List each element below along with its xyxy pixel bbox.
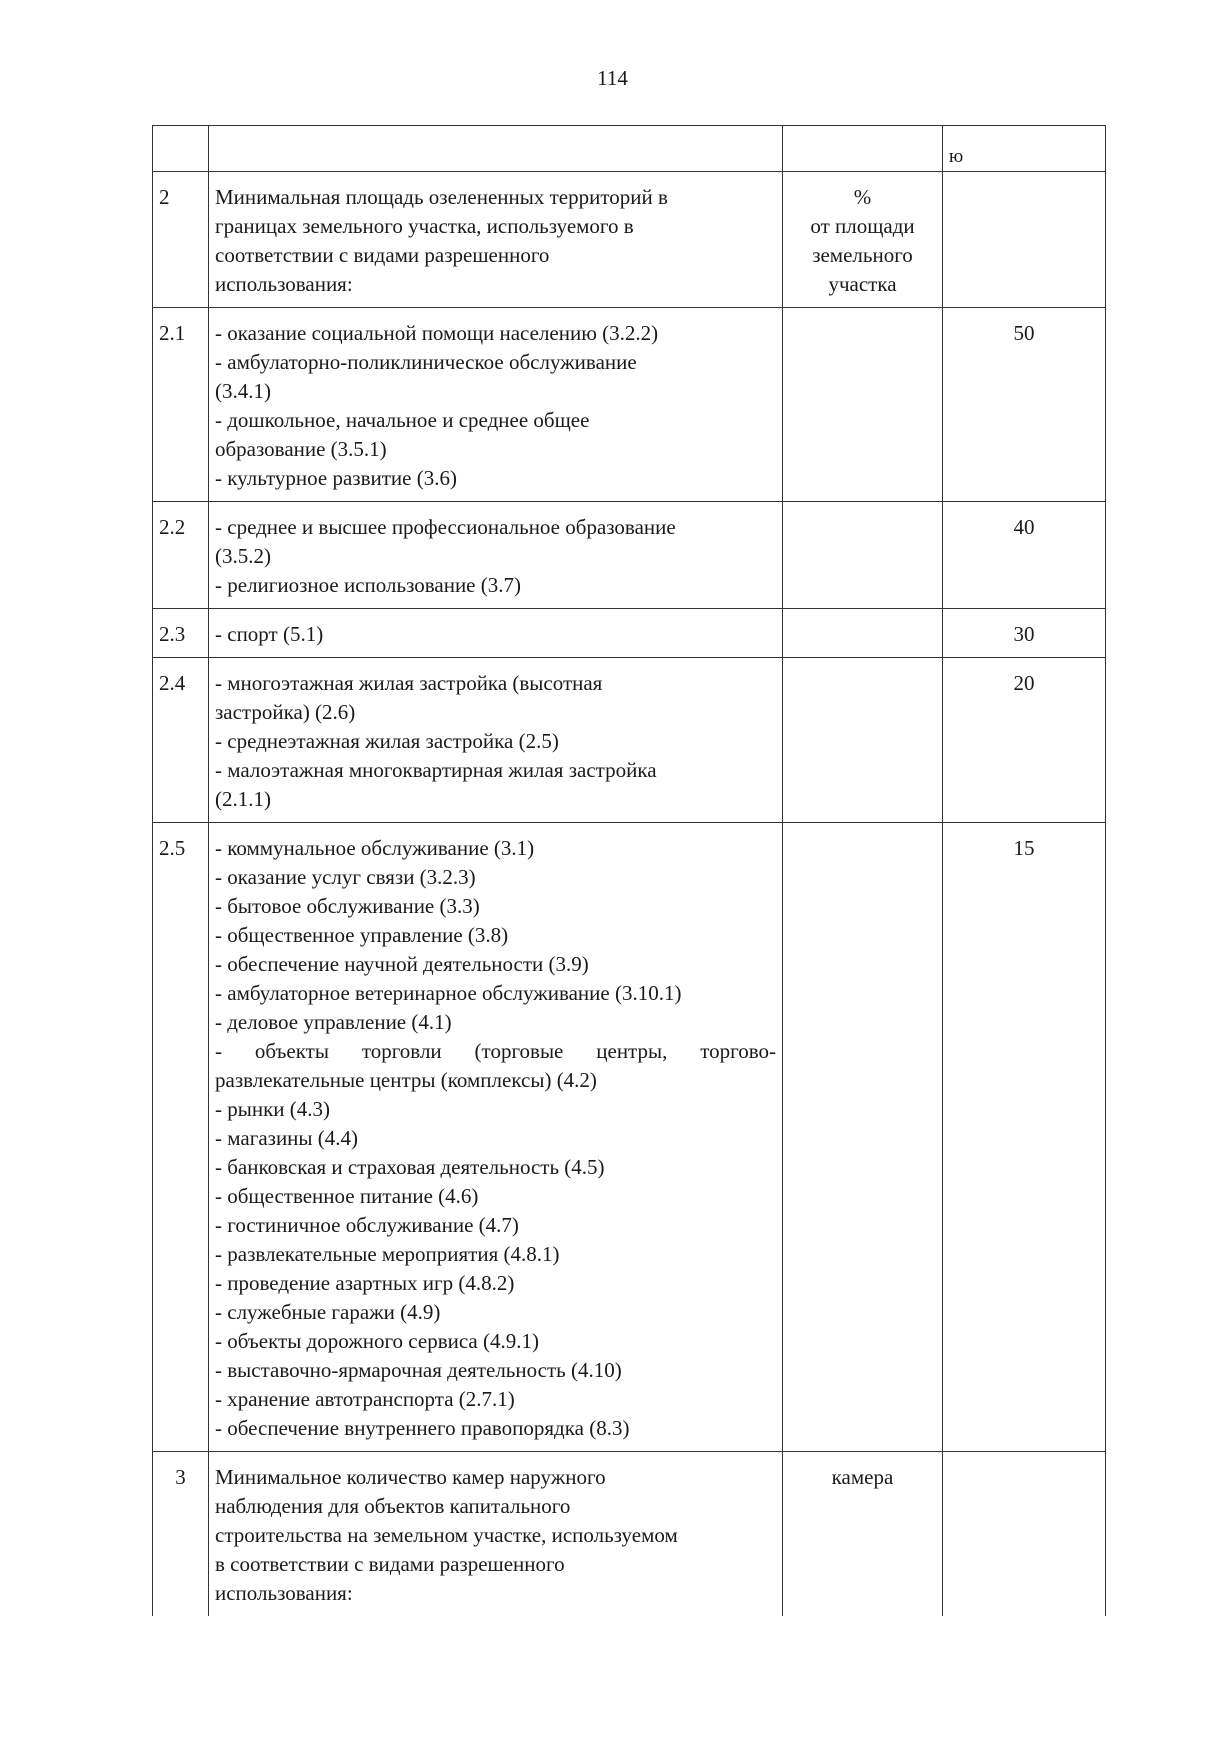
row-number: 2.2 [153,502,209,609]
row-description: - спорт (5.1) [209,609,783,658]
header-cell-1 [153,126,209,172]
row-unit [783,502,943,609]
table-row [153,658,1106,823]
row-value: 15 [943,823,1106,1452]
header-cell-4: ю [943,126,1106,172]
header-cell-3 [783,126,943,172]
header-cell-2 [209,126,783,172]
table-row [153,823,1106,1452]
row-value: 40 [943,502,1106,609]
row-unit [783,658,943,823]
row-description: - коммунальное обслуживание (3.1) - оказание услуг связи (3.2.3) - бытовое обслуживание (3.3) - общественное управление (3.8) - обеспечение научной деятельности (3.9) - амбулаторное ветеринарное обслуживание (3.10.1) - деловое управление (4.1) - объекты торговли (торговые центры, торгово- развлекательные центры (комплексы) (4.2) - рынки (4.3) - магазины (4.4) - банковская и страховая деятельность (4.5) - общественное питание (4.6) - гостиничное обслуживание (4.7) - развлекательные мероприятия (4.8.1) - проведение азартных игр (4.8.2) - служебные гаражи (4.9) - объекты дорожного сервиса (4.9.1) - выставочно-ярмарочная деятельность (4.10) - хранение автотранспорта (2.7.1) - обеспечение внутреннего правопорядка (8.3) [209,823,783,1452]
row-description: Минимальное количество камер наружного наблюдения для объектов капитального строительства на земельном участке, используемом в соответствии с видами разрешенного использования: [209,1452,783,1617]
row-number: 2.1 [153,308,209,502]
table-header-row [153,126,1106,172]
row-number: 2.4 [153,658,209,823]
table-row [153,502,1106,609]
table-row [153,172,1106,308]
row-unit [783,823,943,1452]
row-description: - оказание социальной помощи населению (3.2.2) - амбулаторно-поликлиническое обслуживание (3.4.1) - дошкольное, начальное и среднее общее образование (3.5.1) - культурное развитие (3.6) [209,308,783,502]
regulations-table [152,125,1106,1616]
row-value [943,1452,1106,1617]
row-value: 20 [943,658,1106,823]
table-row [153,308,1106,502]
row-value: 30 [943,609,1106,658]
row-unit: % от площади земельного участка [783,172,943,308]
table-row [153,609,1106,658]
row-number: 2 [153,172,209,308]
row-unit [783,308,943,502]
row-unit: камера [783,1452,943,1617]
row-unit [783,609,943,658]
row-number: 3 [153,1452,209,1617]
row-value: 50 [943,308,1106,502]
row-description: Минимальная площадь озелененных территорий в границах земельного участка, используемого в соответствии с видами разрешенного использования: [209,172,783,308]
row-value [943,172,1106,308]
row-number: 2.5 [153,823,209,1452]
row-number: 2.3 [153,609,209,658]
table-row [153,1452,1106,1617]
page-number: 114 [597,66,628,90]
row-description: - среднее и высшее профессиональное образование (3.5.2) - религиозное использование (3.7) [209,502,783,609]
row-description: - многоэтажная жилая застройка (высотная застройка) (2.6) - среднеэтажная жилая застройка (2.5) - малоэтажная многоквартирная жилая застройка (2.1.1) [209,658,783,823]
